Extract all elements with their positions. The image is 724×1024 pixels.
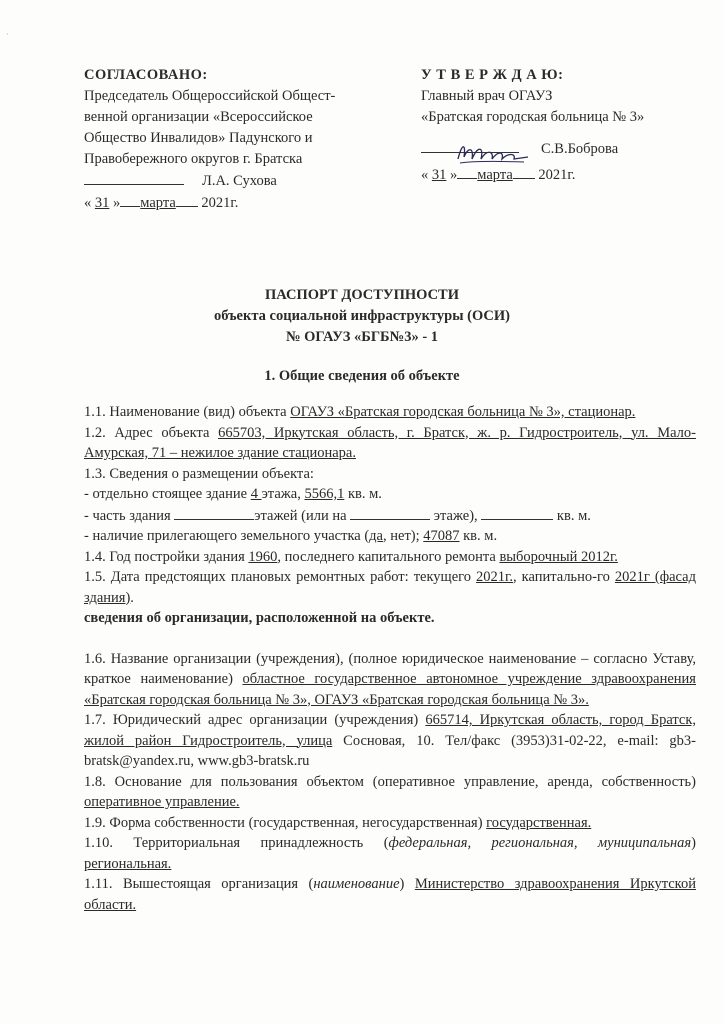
general-info-section (84, 402, 696, 915)
agreed-date-month: марта (140, 195, 176, 211)
item-1-3-land: - наличие прилегающего земельного участка (да, нет); 47087 кв. м. (84, 528, 498, 544)
organization-subheading: сведения об организации, расположенной на объекте. (84, 610, 435, 626)
item-1-3-part: - часть здания этажей (или на этаже), кв. м. (84, 505, 696, 527)
document-number: № ОГАУЗ «БГБ№3» - 1 (285, 329, 439, 345)
item-1-7: 1.7. Юридический адрес организации (учреждения) 665714, Иркутская область, город Братск, жилой район Гидростроитель, улица Сосновая, 10. Тел/факс (3953)31-02-22, e-mail: gb3-bratsk@yandex.ru, www.gb3-bratsk.ru (84, 712, 697, 769)
approved-date-year: 2021г. (538, 167, 576, 183)
agreed-line-4: Правобережного округов г. Братска (84, 151, 303, 167)
item-1-4: 1.4. Год постройки здания 1960, последнего капитального ремонта выборочный 2012г. (84, 548, 618, 565)
agreed-title: СОГЛАСОВАНО: (84, 67, 208, 83)
document-title: ПАСПОРТ ДОСТУПНОСТИ (264, 287, 460, 303)
item-1-1: 1.1. Наименование (вид) объекта ОГАУЗ «Братская городская больница № 3», стационар. (84, 404, 636, 420)
agreed-line-3: Общество Инвалидов» Падунского и (84, 130, 313, 146)
approved-name: С.В.Боброва (541, 141, 619, 157)
handwritten-signature-icon (454, 137, 532, 169)
item-1-3-building: - отдельно стоящее здание 4 этажа, 5566,1 кв. м. (84, 486, 382, 502)
agreed-line-2: венной организации «Всероссийское (84, 109, 313, 125)
item-1-2: 1.2. Адрес объекта 665703, Иркутская область, г. Братск, ж. р. Гидростроитель, ул. Мало-Амурская, 71 – нежилое здание стационара. (84, 424, 696, 461)
approved-title: У Т В Е Р Ж Д А Ю: (421, 67, 564, 83)
section-heading: 1. Общие сведения об объекте (264, 368, 460, 384)
approved-date-month: марта (477, 167, 513, 183)
scan-mark: · (6, 30, 9, 39)
agreed-date: « 31 » марта 2021г. (84, 192, 394, 214)
approved-line-1: Главный врач ОГАУЗ (421, 88, 553, 104)
agreed-signature-line (84, 170, 394, 192)
document-subtitle: объекта социальной инфраструктуры (ОСИ) (213, 308, 511, 324)
item-1-10: 1.10. Территориальная принадлежность (федеральная, региональная, муниципальная) региональная. (84, 835, 696, 872)
item-1-6: 1.6. Название организации (учреждения), (полное юридическое наименование – согласно Уставу, краткое наименование) областное государственное автономное учреждение здравоохранения «Братская городская больница № 3», ОГАУЗ «Братская городская больница № 3». (84, 650, 696, 708)
item-1-11: 1.11. Вышестоящая организация (наименование) Министерство здравоохранения Иркутской области. (84, 876, 696, 913)
agreed-date-year: 2021г. (201, 195, 239, 211)
agreed-date-day: 31 (94, 195, 110, 211)
approved-date: « 31 » марта 2021г. (421, 164, 711, 186)
item-1-9: 1.9. Форма собственности (государственная, негосударственная) государственная. (84, 814, 592, 831)
agreed-line-1: Председатель Общероссийской Общест- (84, 88, 336, 104)
agreed-name: Л.А. Сухова (202, 173, 277, 189)
approved-date-day: 31 (431, 167, 447, 183)
item-1-5: 1.5. Дата предстоящих плановых ремонтных работ: текущего 2021г., капитально-го 2021г (фасад здания). (84, 569, 696, 606)
item-1-8: 1.8. Основание для пользования объектом (оперативное управление, аренда, собственность) оперативное управление. (84, 773, 696, 810)
approved-line-2: «Братская городская больница № 3» (421, 109, 645, 125)
item-1-3: 1.3. Сведения о размещении объекта: (84, 465, 314, 482)
signature-blank (84, 170, 184, 185)
approval-block-agreed (84, 65, 394, 214)
